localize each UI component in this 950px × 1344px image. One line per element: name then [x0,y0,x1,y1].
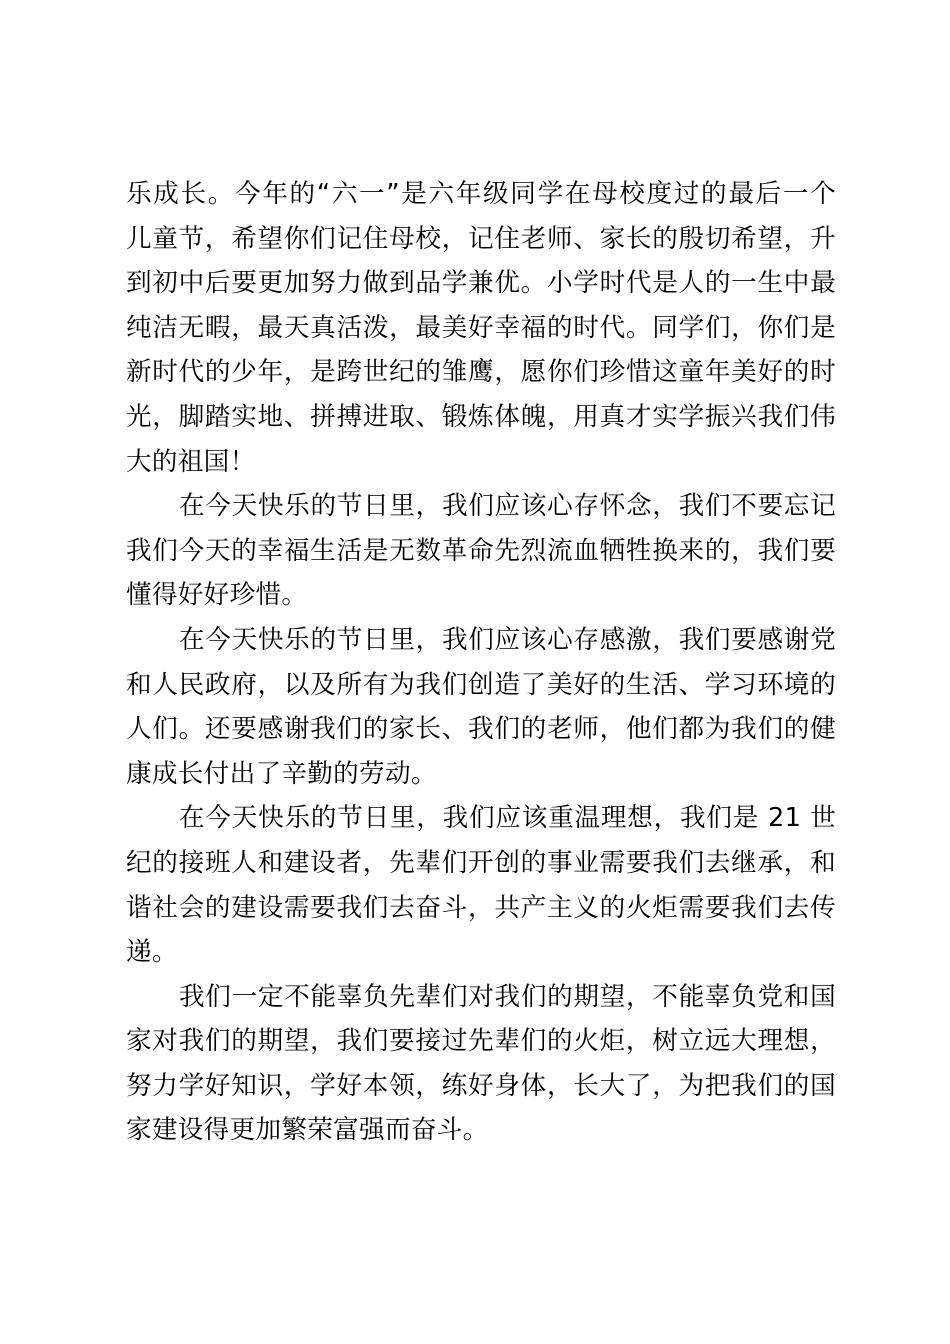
text-line: 懂得好好珍惜。 [126,580,308,611]
paragraph-first-line: 在今天快乐的节日里，我们应该心存感激，我们要感谢党 [179,624,836,655]
text-line: 我们今天的幸福生活是无数革命先烈流血牺牲换来的，我们要 [126,535,836,566]
text-line: 努力学好知识，学好本领，练好身体，长大了，为把我们的国 [126,1070,836,1101]
document-body [126,172,836,1153]
text-line: 乐成长。今年的“六一”是六年级同学在母校度过的最后一个 [126,179,836,209]
text-line: 新时代的少年，是跨世纪的雏鹰，愿你们珍惜这童年美好的时 [126,357,836,388]
paragraph-first-line: 我们一定不能辜负先辈们对我们的期望，不能辜负党和国 [179,981,836,1012]
text-line: 纪的接班人和建设者，先辈们开创的事业需要我们去继承，和 [126,847,836,878]
text-line: 到初中后要更加努力做到品学兼优。小学时代是人的一生中最 [126,268,836,299]
text-line: 家建设得更加繁荣富强而奋斗。 [126,1115,489,1146]
text-line: 家对我们的期望，我们要接过先辈们的火炬，树立远大理想， [126,1026,836,1057]
text-line: 人们。还要感谢我们的家长、我们的老师，他们都为我们的健 [126,714,836,745]
text-line: 谐社会的建设需要我们去奋斗，共产主义的火炬需要我们去传 [126,892,836,923]
text-line: 纯洁无暇，最天真活泼，最美好幸福的时代。同学们，你们是 [126,312,836,343]
text-line: 大的祖国！ [126,446,256,477]
text-line: 康成长付出了辛勤的劳动。 [126,758,437,789]
text-line: 儿童节，希望你们记住母校，记住老师、家长的殷切希望，升 [126,223,836,254]
text-line: 和人民政府，以及所有为我们创造了美好的生活、学习环境的 [126,669,836,700]
text-line: 递。 [126,937,178,968]
text-line: 光，脚踏实地、拼搏进取、锻炼体魄，用真才实学振兴我们伟 [126,401,836,432]
paragraph-first-line: 在今天快乐的节日里，我们应该重温理想，我们是 21 世 [179,803,836,834]
paragraph-first-line: 在今天快乐的节日里，我们应该心存怀念，我们不要忘记 [179,491,836,522]
